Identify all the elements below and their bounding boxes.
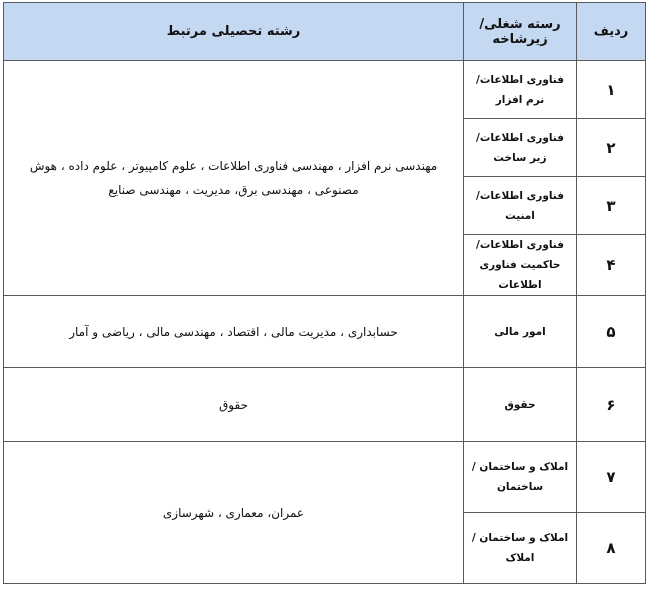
job-subcategory-line: حاکمیت فناوری اطلاعات <box>479 259 561 291</box>
job-category-line: فناوری اطلاعات/ <box>476 73 564 86</box>
row-number: ۸ <box>577 513 646 584</box>
job-category-line: حقوق <box>504 398 536 411</box>
job-category-line: فناوری اطلاعات/ <box>476 239 564 251</box>
job-category-cell <box>464 119 577 177</box>
table-row <box>4 61 646 119</box>
header-job-category: رسته شغلی/زیرشاخه <box>464 3 577 61</box>
job-category-cell <box>464 442 577 513</box>
job-category-cell <box>464 177 577 235</box>
header-related-field: رشته تحصیلی مرتبط <box>4 3 464 61</box>
row-number: ۲ <box>577 119 646 177</box>
job-category-cell <box>464 513 577 584</box>
job-category-line: فناوری اطلاعات/ <box>476 131 564 144</box>
job-category-cell <box>464 61 577 119</box>
row-number: ۴ <box>577 235 646 296</box>
row-number: ۷ <box>577 442 646 513</box>
job-category-cell <box>464 296 577 368</box>
row-number: ۳ <box>577 177 646 235</box>
related-field-cell: حقوق <box>4 368 464 442</box>
job-category-line: فناوری اطلاعات/ <box>476 189 564 202</box>
table-row <box>4 442 646 513</box>
job-category-line: امور مالی <box>494 325 546 338</box>
job-subcategory-line: ساختمان <box>496 481 544 493</box>
related-field-cell: عمران، معماری ، شهرسازی <box>4 442 464 584</box>
table-row <box>4 296 646 368</box>
job-subcategory-line: زیر ساخت <box>493 151 547 164</box>
job-category-cell <box>464 235 577 296</box>
job-subcategory-line: نرم افزار <box>495 93 545 106</box>
job-category-line: املاک و ساختمان / <box>471 461 569 473</box>
job-requirements-table <box>3 2 646 584</box>
related-field-cell: مهندسی نرم افزار ، مهندسی فناوری اطلاعات ، علوم کامپیوتر ، علوم داده ، هوش مصنوعی ، مهندسی برق، مدیریت ، مهندسی صنایع <box>4 61 464 296</box>
requirements-table-container <box>3 2 646 587</box>
related-field-cell: حسابداری ، مدیریت مالی ، اقتصاد ، مهندسی مالی ، ریاضی و آمار <box>4 296 464 368</box>
table-header-row <box>4 3 646 61</box>
row-number: ۵ <box>577 296 646 368</box>
header-row-number: ردیف <box>577 3 646 61</box>
job-subcategory-line: املاک <box>505 552 535 564</box>
job-category-cell <box>464 368 577 442</box>
table-row <box>4 368 646 442</box>
job-category-line: املاک و ساختمان / <box>471 532 569 544</box>
row-number: ۱ <box>577 61 646 119</box>
row-number: ۶ <box>577 368 646 442</box>
job-subcategory-line: امنیت <box>505 209 535 222</box>
